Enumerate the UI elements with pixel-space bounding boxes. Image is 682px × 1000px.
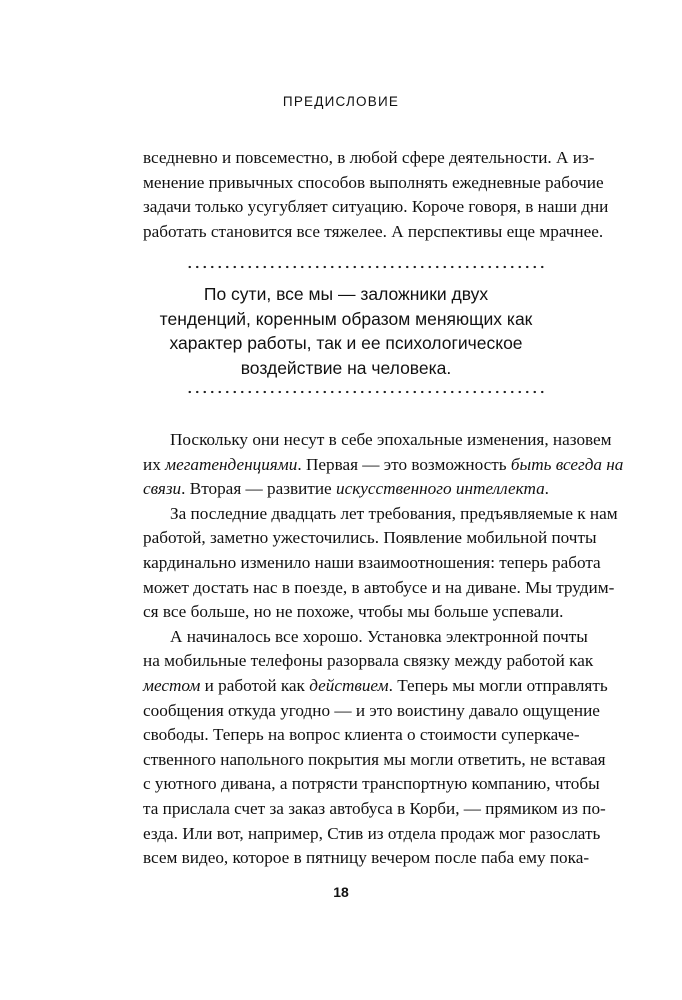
text-line: ственного напольного покрытия мы могли ответить, не вставая bbox=[143, 749, 606, 769]
italic-term: быть всегда на bbox=[510, 454, 624, 474]
text-line: кардинально изменило наши взаимоотношения: теперь работа bbox=[143, 552, 601, 572]
text-line: Поскольку они несут в себе эпохальные изменения, назовем bbox=[170, 430, 612, 449]
italic-term: действием bbox=[309, 675, 389, 695]
text-line: А начиналось все хорошо. Установка электронной почты bbox=[170, 626, 588, 646]
pullquote-line: характер работы, так и ее психологическое bbox=[169, 333, 523, 353]
text-line: За последние двадцать лет требования, предъявляемые к нам bbox=[170, 503, 618, 523]
text-line: связи. Вторая — развитие искусственного интеллекта. bbox=[143, 479, 549, 499]
text-line: ся все больше, но не похоже, чтобы мы больше успевали. bbox=[143, 602, 564, 622]
italic-term: местом bbox=[143, 675, 201, 695]
text-line: работой, заметно ужесточились. Появление мобильной почты bbox=[143, 528, 597, 548]
paragraph-intro bbox=[143, 146, 609, 244]
text-line: та прислала счет за заказ автобуса в Корби, — прямиком из по- bbox=[143, 798, 606, 818]
text-line: менение привычных способов выполнять ежедневные рабочие bbox=[143, 172, 604, 192]
text-line: сообщения откуда угодно — и это воистину давало ощущение bbox=[143, 700, 600, 720]
pullquote-line: тенденций, коренным образом меняющих как bbox=[159, 308, 533, 329]
italic-term: связи bbox=[143, 479, 182, 499]
text-line: на мобильные телефоны разорвала связку между работой как bbox=[143, 651, 594, 671]
pullquote-line: воздействие на человека. bbox=[240, 357, 452, 378]
text-line: вседневно и повсеместно, в любой сфере деятельности. А из- bbox=[143, 148, 595, 167]
italic-term: искусственного интеллекта bbox=[335, 479, 545, 499]
italic-term: мегатенденциями bbox=[165, 454, 298, 474]
pullquote-bottom-dotted-rule bbox=[186, 390, 546, 394]
text-line: работать становится все тяжелее. А перспективы еще мрачнее. bbox=[143, 221, 604, 241]
page-number: 18 bbox=[333, 884, 349, 900]
pullquote bbox=[150, 282, 542, 380]
text-line: местом и работой как действием. Теперь мы могли отправлять bbox=[143, 675, 608, 695]
text-line: с уютного дивана, а потрясти транспортную компанию, чтобы bbox=[143, 774, 600, 794]
text-line: езда. Или вот, например, Стив из отдела продаж мог разослать bbox=[143, 823, 601, 843]
pullquote-top-dotted-rule bbox=[186, 265, 546, 269]
main-text bbox=[143, 428, 624, 871]
text-line: свободы. Теперь на вопрос клиента о стоимости суперкаче- bbox=[143, 725, 580, 745]
text-line: задачи только усугубляет ситуацию. Короче говоря, в наши дни bbox=[143, 197, 609, 217]
text-line: может достать нас в поезде, в автобусе и на диване. Мы трудим- bbox=[143, 577, 615, 597]
pullquote-line: По сути, все мы — заложники двух bbox=[203, 284, 489, 304]
text-line: всем видео, которое в пятницу вечером после паба ему пока- bbox=[143, 848, 590, 868]
running-head: ПРЕДИСЛОВИЕ bbox=[282, 94, 400, 109]
text-line: их мегатенденциями. Первая — это возможность быть всегда на bbox=[143, 454, 624, 474]
